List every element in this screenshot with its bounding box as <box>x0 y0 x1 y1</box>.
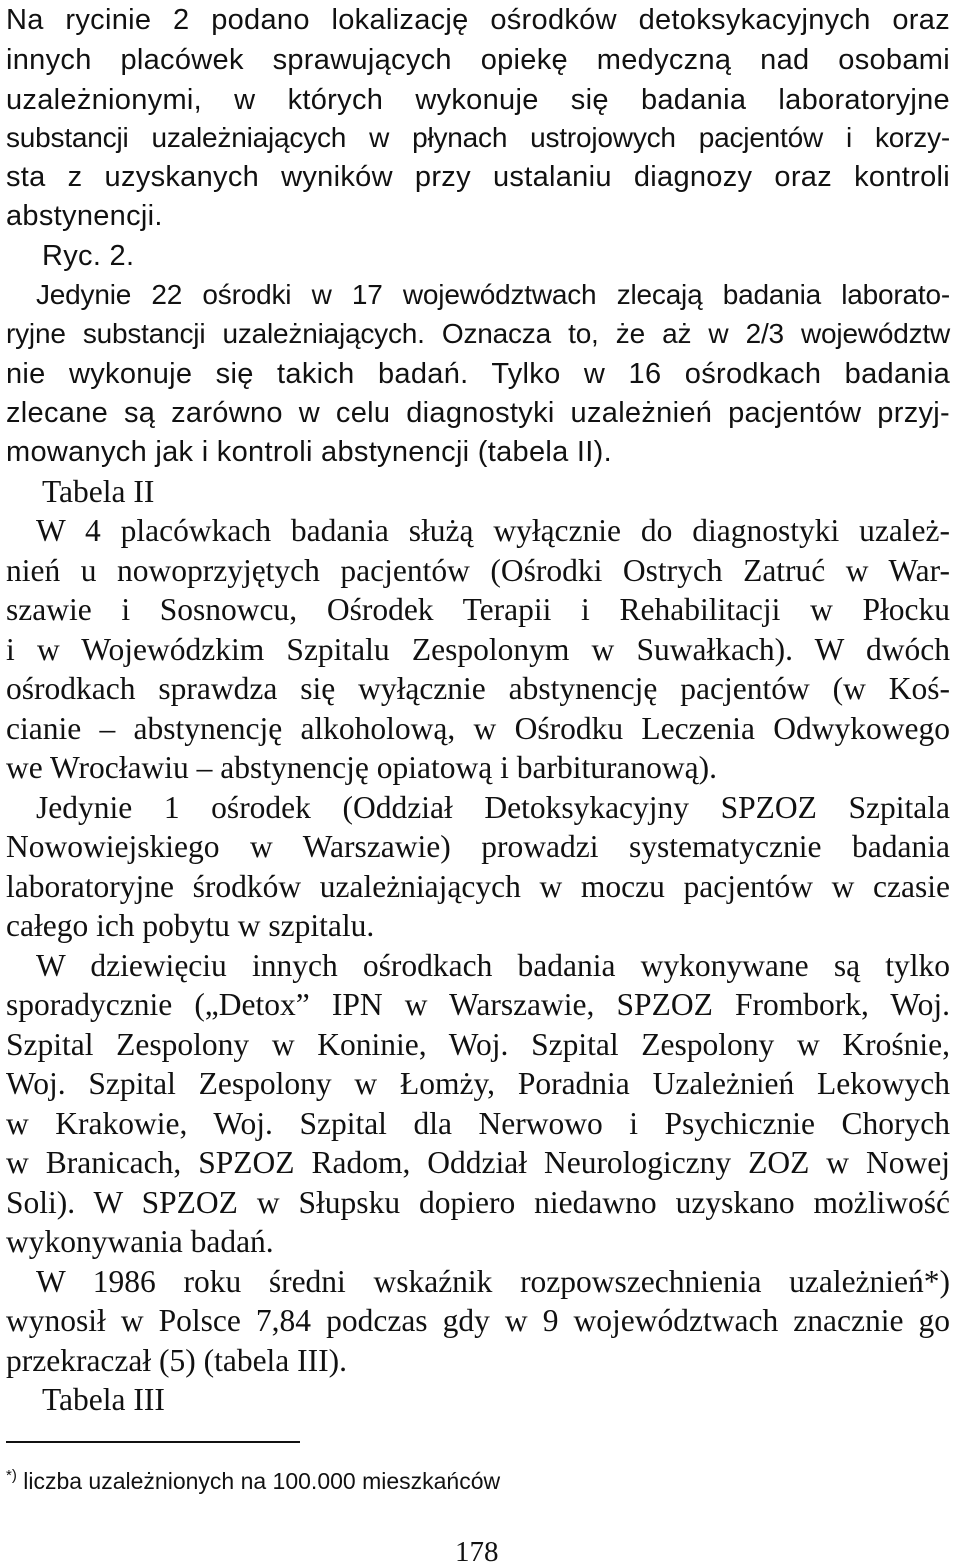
paragraph-line: Soli). W SPZOZ w Słupsku dopiero niedawno uzyskano możliwość <box>6 1185 950 1220</box>
paragraph-line: Na rycinie 2 podano lokalizację ośrodków detoksykacyjnych oraz <box>6 4 950 36</box>
paragraph-line: w Krakowie, Woj. Szpital dla Nerwowo i Psychicznie Chorych <box>6 1106 950 1141</box>
paragraph-line: Jedynie 22 ośrodki w 17 województwach zlecają badania laborato- <box>36 279 950 310</box>
figure-reference: Ryc. 2. <box>42 240 135 272</box>
paragraph-line: innych placówek sprawujących opiekę medyczną nad osobami <box>6 44 950 76</box>
footnote-text: liczba uzależnionych na 100.000 mieszkańców <box>23 1468 501 1494</box>
paragraph-line: W 4 placówkach badania służą wyłącznie do diagnostyki uzależ- <box>36 513 950 548</box>
paragraph-line: ryjne substancji uzależniających. Oznacza to, że aż w 2/3 województw <box>6 318 950 349</box>
paragraph-line: we Wrocławiu – abstynencję opiatową i barbituranową). <box>6 750 718 785</box>
paragraph-line: przekraczał (5) (tabela III). <box>6 1343 347 1378</box>
paragraph-line: W 1986 roku średni wskaźnik rozpowszechnienia uzależnień*) <box>36 1264 950 1299</box>
paragraph-line: laboratoryjne środków uzależniających w moczu pacjentów w czasie <box>6 869 950 904</box>
table-reference: Tabela II <box>42 474 155 509</box>
paragraph-line: nie wykonuje się takich badań. Tylko w 16 ośrodkach badania <box>6 358 950 390</box>
paragraph-line: całego ich pobytu w szpitalu. <box>6 908 375 943</box>
paragraph-line: w Branicach, SPZOZ Radom, Oddział Neurologiczny ZOZ w Nowej <box>6 1145 950 1180</box>
paragraph-line: Szpital Zespolony w Koninie, Woj. Szpital Zespolony w Krośnie, <box>6 1027 950 1062</box>
paragraph-line: nień u nowoprzyjętych pacjentów (Ośrodki Ostrych Zatruć w War- <box>6 553 950 588</box>
paragraph-line: Jedynie 1 ośrodek (Oddział Detoksykacyjny SPZOZ Szpitala <box>36 790 950 825</box>
paragraph-line: wykonywania badań. <box>6 1224 274 1259</box>
paragraph-line: W dziewięciu innych ośrodkach badania wykonywane są tylko <box>36 948 950 983</box>
paragraph-line: ośrodkach sprawdza się wyłącznie abstynencję pacjentów (w Koś- <box>6 671 950 706</box>
paragraph-line: Nowowiejskiego w Warszawie) prowadzi systematycznie badania <box>6 829 950 864</box>
footnote-divider <box>6 1441 300 1443</box>
paragraph-line: substancji uzależniających w płynach ustrojowych pacjentów i korzy- <box>6 122 950 153</box>
paragraph-line: zlecane są zarówno w celu diagnostyki uzależnień pacjentów przyj- <box>6 397 950 429</box>
paragraph-line: mowanych jak i kontroli abstynencji (tabela II). <box>6 436 612 468</box>
footnote <box>6 1461 500 1496</box>
table-reference: Tabela III <box>42 1382 165 1417</box>
paragraph-line: abstynencji. <box>6 200 163 232</box>
footnote-marker: *) <box>6 1467 17 1484</box>
paragraph-line: i w Wojewódzkim Szpitalu Zespolonym w Suwałkach). W dwóch <box>6 632 950 667</box>
paragraph-line: szawie i Sosnowcu, Ośrodek Terapii i Rehabilitacji w Płocku <box>6 592 950 627</box>
paragraph-line: sta z uzyskanych wyników przy ustalaniu diagnozy oraz kontroli <box>6 161 950 193</box>
paragraph-line: cianie – abstynencję alkoholową, w Ośrodku Leczenia Odwykowego <box>6 711 950 746</box>
paragraph-line: uzależnionymi, w których wykonuje się badania laboratoryjne <box>6 84 950 116</box>
paragraph-line: sporadycznie („Detox” IPN w Warszawie, SPZOZ Frombork, Woj. <box>6 987 950 1022</box>
page-number: 178 <box>455 1536 499 1568</box>
paragraph-line: wynosił w Polsce 7,84 podczas gdy w 9 województwach znacznie go <box>6 1303 950 1338</box>
paragraph-line: Woj. Szpital Zespolony w Łomży, Poradnia Uzależnień Lekowych <box>6 1066 950 1101</box>
